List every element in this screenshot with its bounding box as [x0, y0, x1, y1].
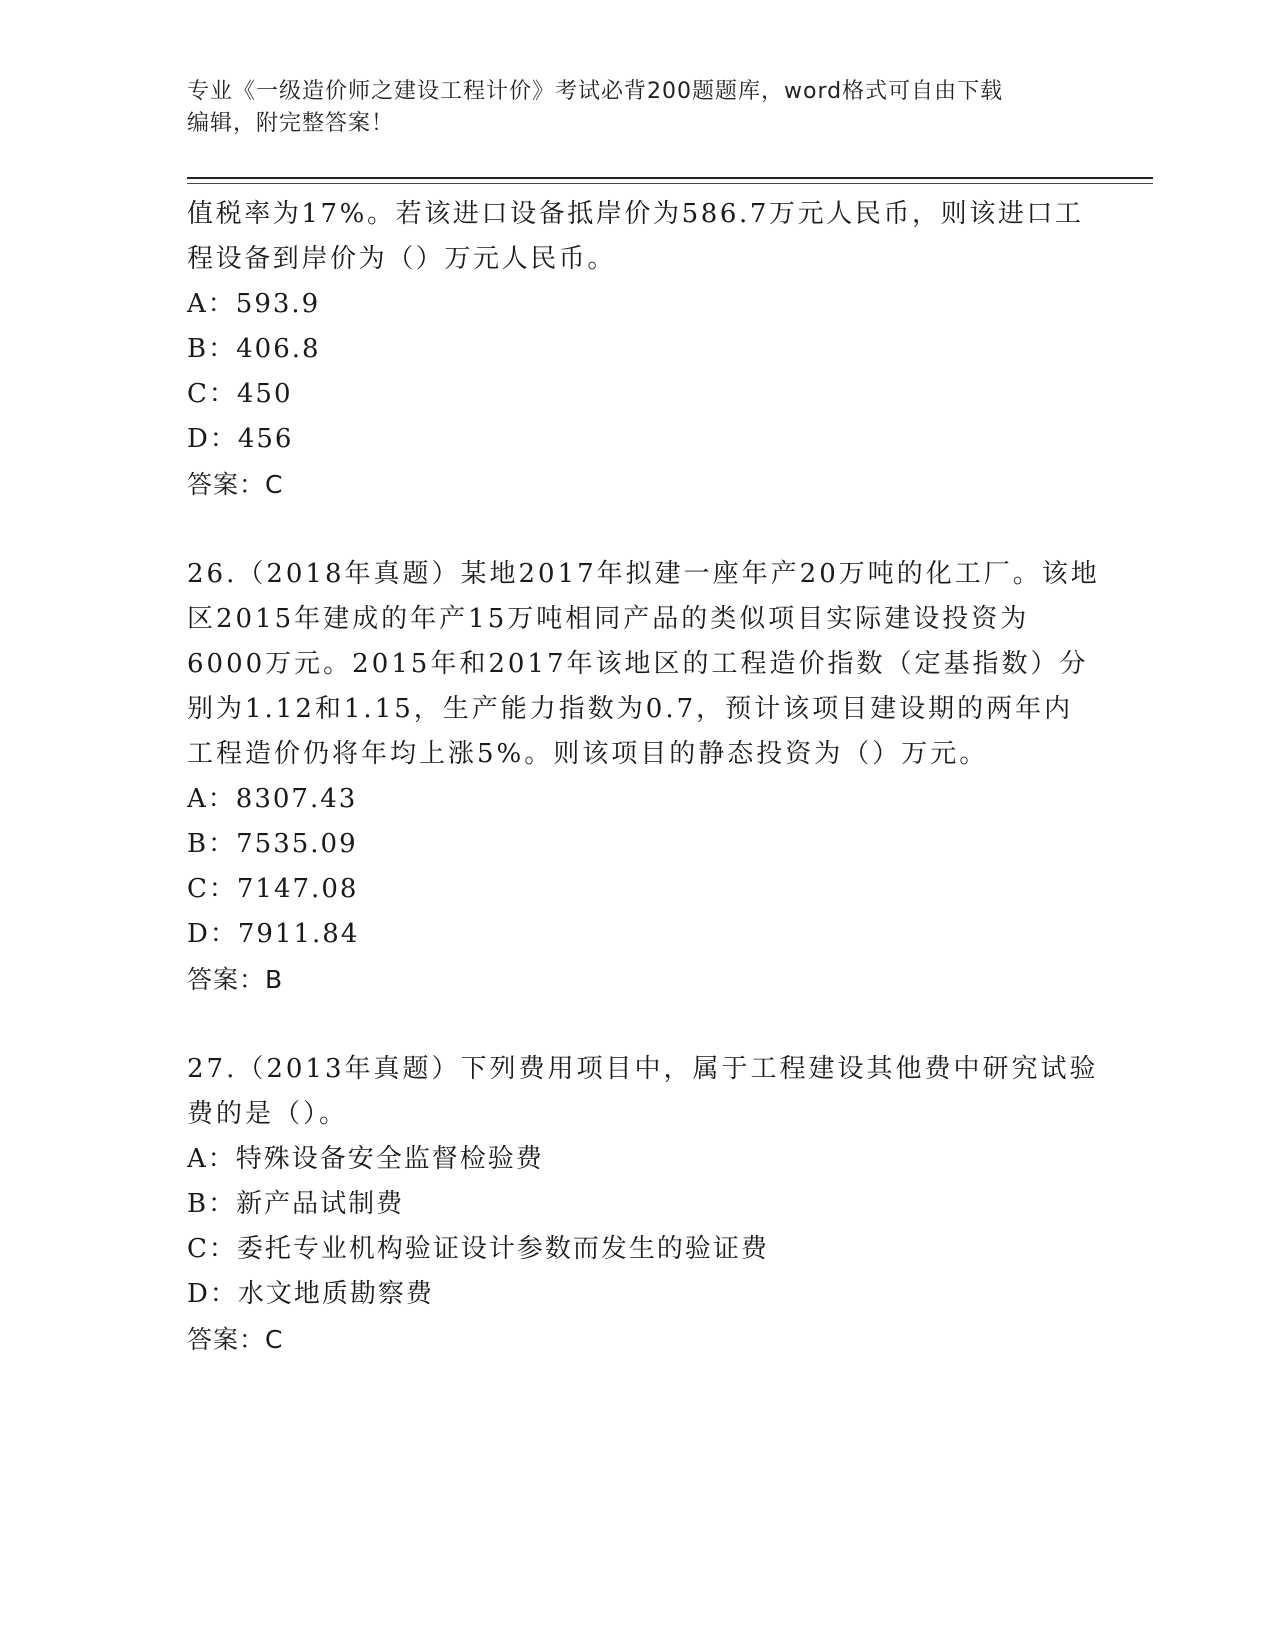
- option-c: C：委托专业机构验证设计参数而发生的验证费: [187, 1234, 769, 1264]
- question-text-line: 值税率为17%。若该进口设备抵岸价为586.7万元人民币，则该进口工: [187, 199, 1084, 229]
- question-27: [187, 1047, 1099, 1362]
- option-d: D：456: [187, 424, 294, 454]
- question-text-line: 工程造价仍将年均上涨5%。则该项目的静态投资为（）万元。: [187, 739, 989, 769]
- document-header: [187, 76, 1067, 140]
- question-text-line: 6000万元。2015年和2017年该地区的工程造价指数（定基指数）分: [187, 649, 1089, 679]
- option-d: D：水文地质勘察费: [187, 1279, 434, 1309]
- question-text-line: 费的是（）。: [187, 1099, 349, 1129]
- document-body: [187, 192, 1100, 1362]
- answer-line: 答案：B: [187, 965, 284, 994]
- question-26: [187, 552, 1100, 1002]
- option-b: B：406.8: [187, 334, 321, 364]
- option-a: A：特殊设备安全监督检验费: [187, 1144, 544, 1174]
- answer-line: 答案：C: [187, 1325, 284, 1354]
- option-d: D：7911.84: [187, 919, 360, 949]
- question-text-line: 区2015年建成的年产15万吨相同产品的类似项目实际建设投资为: [187, 604, 1030, 634]
- question-text-line: 程设备到岸价为（）万元人民币。: [187, 244, 617, 274]
- option-b: B：新产品试制费: [187, 1189, 405, 1219]
- answer-line: 答案：C: [187, 470, 284, 499]
- option-c: C：450: [187, 379, 293, 409]
- option-c: C：7147.08: [187, 874, 359, 904]
- header-rule-thick: [187, 177, 1153, 179]
- header-line-2: 编辑，附完整答案！: [187, 111, 395, 136]
- option-a: A：8307.43: [187, 784, 358, 814]
- question-text-line: 别为1.12和1.15，生产能力指数为0.7，预计该项目建设期的两年内: [187, 694, 1074, 724]
- spacer: [187, 1002, 1087, 1047]
- option-b: B：7535.09: [187, 829, 358, 859]
- option-a: A：593.9: [187, 289, 321, 319]
- question-25-continued: [187, 192, 1087, 507]
- question-text-line: 27.（2013年真题）下列费用项目中，属于工程建设其他费中研究试验: [187, 1054, 1099, 1084]
- header-rule-thin: [187, 183, 1153, 184]
- question-text-line: 26.（2018年真题）某地2017年拟建一座年产20万吨的化工厂。该地: [187, 559, 1100, 589]
- header-line-1: 专业《一级造价师之建设工程计价》考试必背200题题库，word格式可自由下载: [187, 79, 1004, 104]
- spacer: [187, 507, 1087, 552]
